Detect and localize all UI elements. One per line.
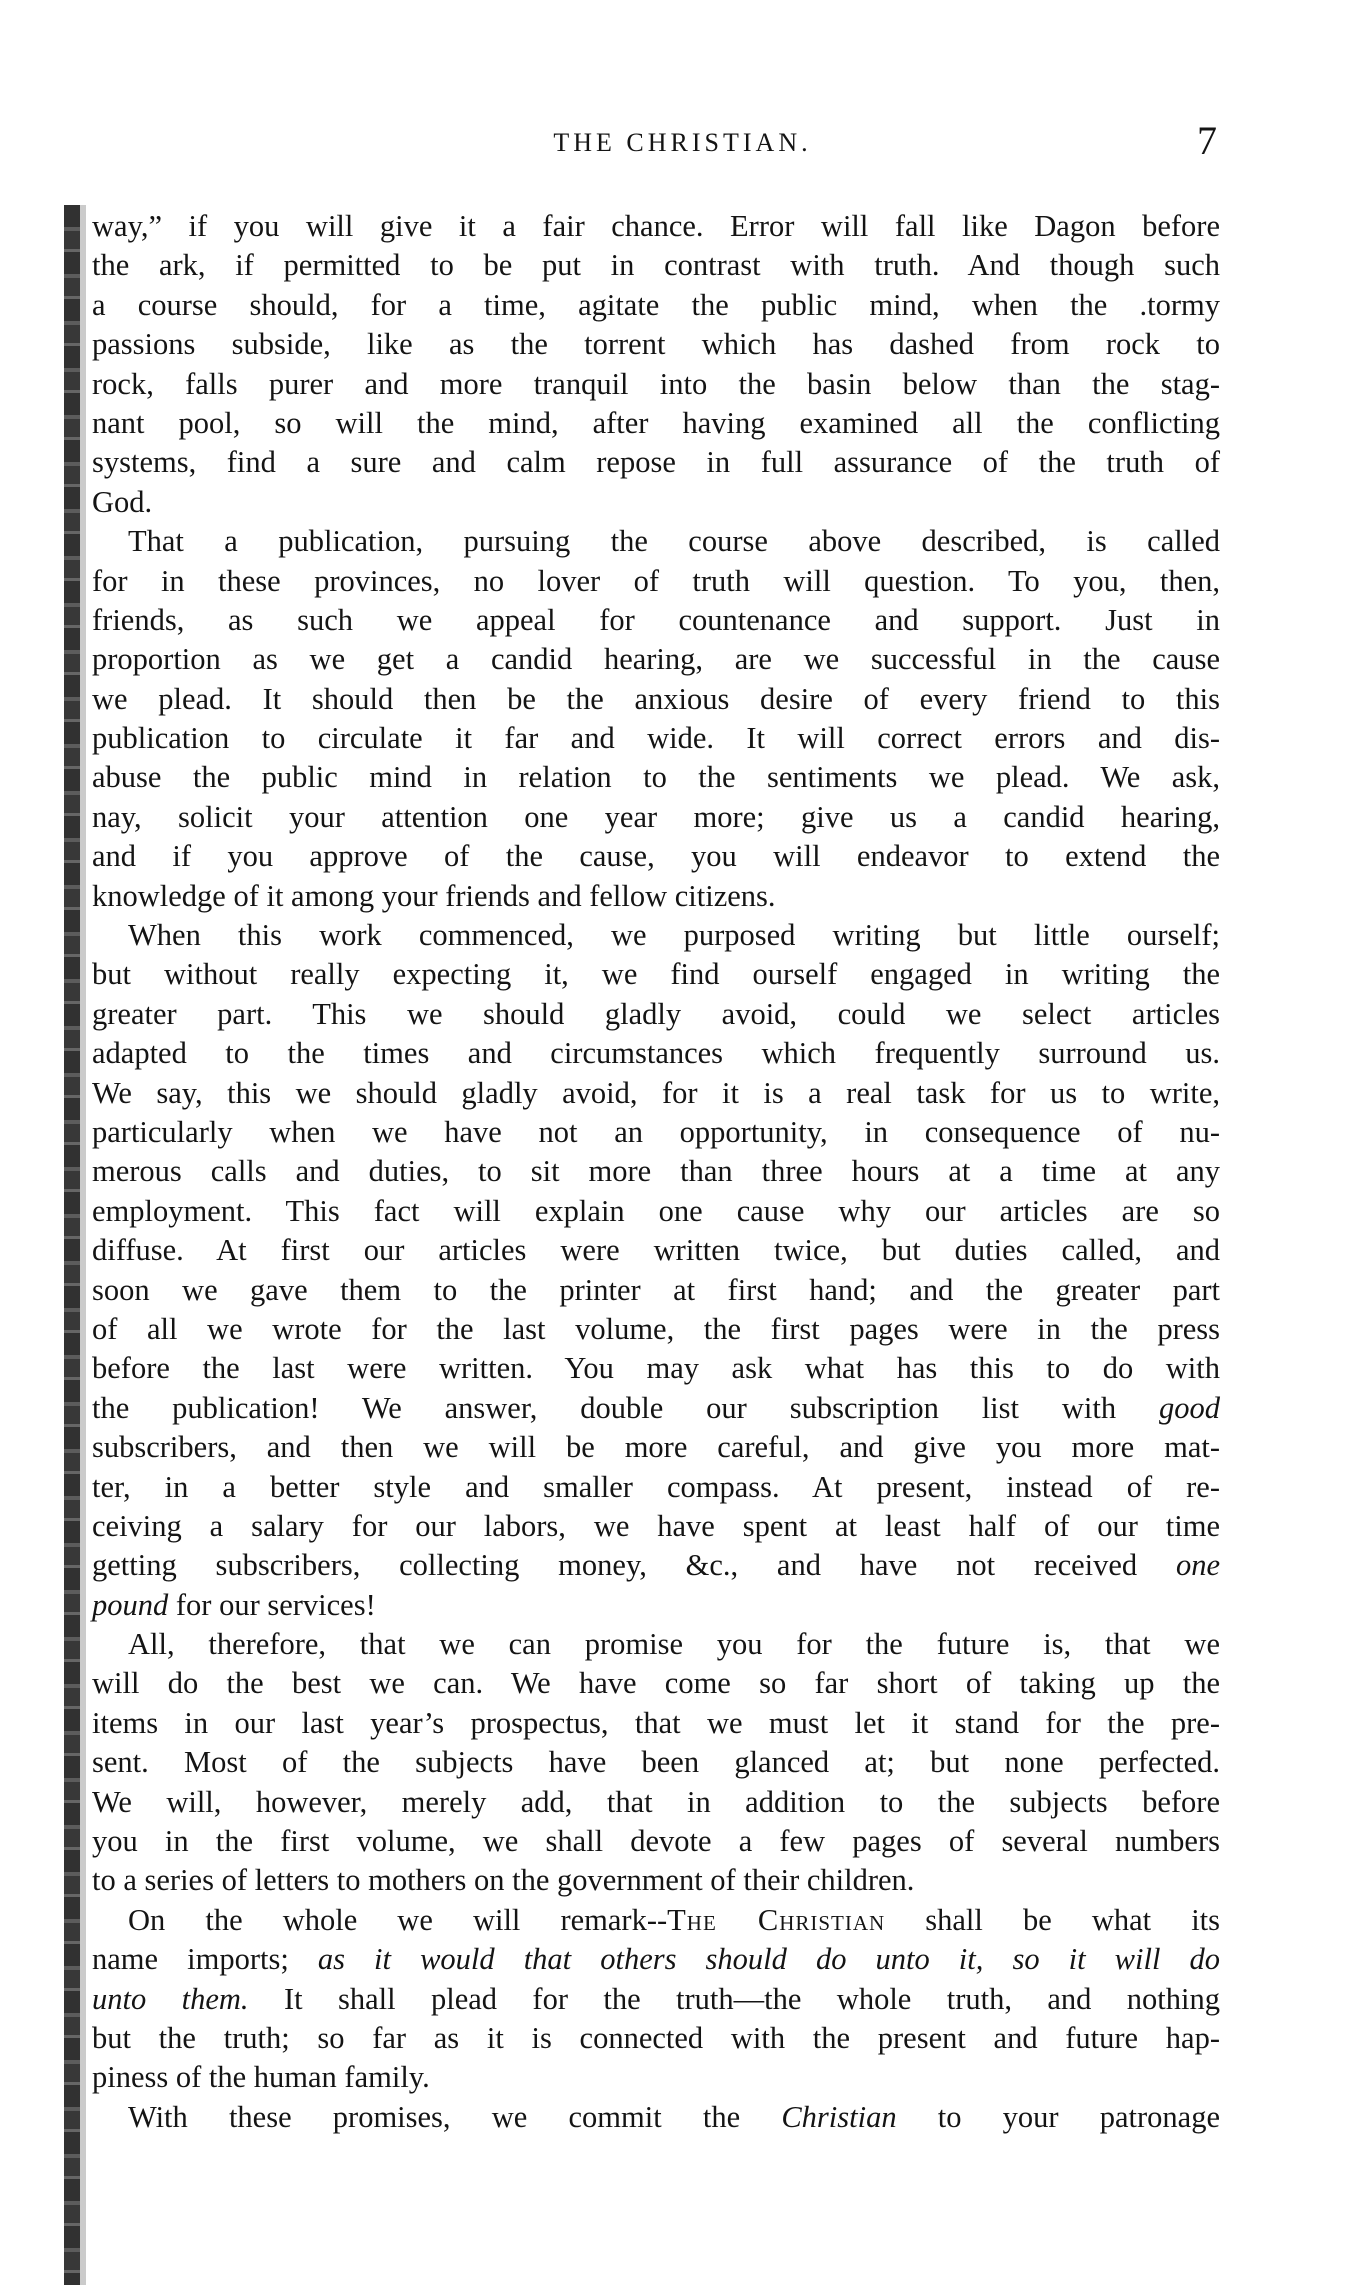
text-segment: knowledge of it among your friends and fellow citizens.	[92, 878, 776, 913]
text-line	[92, 995, 1220, 1034]
text-line	[92, 404, 1220, 443]
text-segment: of all we wrote for the last volume, the first pages were in the press	[92, 1311, 1220, 1346]
text-line	[92, 522, 1220, 561]
text-segment: to your patronage	[896, 2099, 1221, 2134]
text-segment: particularly when we have not an opportunity, in consequence of nu-	[92, 1114, 1220, 1149]
text-line	[92, 325, 1220, 364]
text-line	[92, 1349, 1220, 1388]
text-segment: ter, in a better style and smaller compass. At present, instead of re-	[92, 1469, 1220, 1504]
text-segment: publication to circulate it far and wide. It will correct errors and dis-	[92, 721, 1220, 756]
text-line	[92, 1034, 1220, 1073]
text-segment: the publication! We answer, double our subscription list with	[92, 1390, 1159, 1425]
text-segment: God.	[92, 484, 153, 519]
text-segment: as it would that others should do unto it, so it will do	[317, 1942, 1220, 1977]
text-line	[92, 1310, 1220, 1349]
text-segment: passions subside, like as the torrent which has dashed from rock to	[92, 327, 1220, 362]
text-line	[92, 1664, 1220, 1703]
text-line	[92, 2098, 1220, 2137]
text-line	[92, 1861, 1220, 1900]
text-line	[92, 365, 1220, 404]
text-segment: way,” if you will give it a fair chance. Error will fall like Dagon before	[92, 209, 1220, 243]
text-segment: We say, this we should gladly avoid, for it is a real task for us to write,	[92, 1075, 1220, 1110]
text-line	[92, 1704, 1220, 1743]
text-segment: to a series of letters to mothers on the government of their children.	[92, 1863, 915, 1898]
text-line	[92, 286, 1220, 325]
text-segment: and if you approve of the cause, you will endeavor to extend the	[92, 839, 1220, 874]
text-segment: It shall plead for the truth—the whole truth, and nothing	[248, 1981, 1221, 2016]
text-line	[92, 758, 1220, 797]
text-segment: systems, find a sure and calm repose in full assurance of the truth of	[92, 445, 1220, 480]
text-segment: friends, as such we appeal for countenance and support. Just in	[92, 602, 1220, 637]
text-line	[92, 955, 1220, 994]
text-line	[92, 1113, 1220, 1152]
text-segment: On the whole we will remark--	[128, 1902, 668, 1937]
text-line	[92, 1428, 1220, 1467]
text-segment: shall be what its	[885, 1902, 1221, 1937]
text-line	[92, 1192, 1220, 1231]
text-segment: unto them.	[92, 1981, 249, 2016]
text-segment: but without really expecting it, we find ourself engaged in writing the	[92, 957, 1220, 992]
text-line	[92, 1901, 1220, 1940]
text-segment: for in these provinces, no lover of truth will question. To you, then,	[92, 563, 1220, 598]
text-line	[92, 443, 1220, 482]
text-segment: greater part. This we should gladly avoid, could we select articles	[92, 996, 1220, 1031]
text-line	[92, 1586, 1220, 1625]
text-line	[92, 1980, 1220, 2019]
text-line	[92, 1743, 1220, 1782]
text-segment: merous calls and duties, to sit more than three hours at a time at any	[92, 1154, 1220, 1189]
text-line	[92, 1507, 1220, 1546]
text-segment: a course should, for a time, agitate the public mind, when the .tormy	[92, 287, 1220, 322]
text-segment: nay, solicit your attention one year more; give us a candid hearing,	[92, 799, 1220, 834]
text-line	[92, 1468, 1220, 1507]
text-segment: soon we gave them to the printer at first hand; and the greater part	[92, 1272, 1220, 1307]
text-segment: proportion as we get a candid hearing, are we successful in the cause	[92, 642, 1220, 677]
text-segment: pound	[92, 1587, 169, 1622]
text-line	[92, 916, 1220, 955]
text-line	[92, 1271, 1220, 1310]
text-segment: will do the best we can. We have come so far short of taking up the	[92, 1666, 1220, 1701]
text-line	[92, 601, 1220, 640]
text-line	[92, 798, 1220, 837]
text-segment: for our services!	[168, 1587, 376, 1622]
page-number: 7	[1197, 118, 1217, 163]
text-segment: employment. This fact will explain one cause why our articles are so	[92, 1193, 1220, 1228]
text-segment: The Christian	[667, 1902, 886, 1937]
text-line	[92, 877, 1220, 916]
text-segment: one	[1175, 1548, 1220, 1583]
running-title: THE CHRISTIAN.	[553, 128, 812, 157]
text-segment: When this work commenced, we purposed writing but little ourself;	[128, 918, 1220, 953]
text-line	[92, 1389, 1220, 1428]
text-segment: diffuse. At first our articles were written twice, but duties called, and	[92, 1233, 1220, 1268]
text-line	[92, 1546, 1220, 1585]
text-line	[92, 562, 1220, 601]
text-segment: adapted to the times and circumstances which frequently surround us.	[92, 1036, 1220, 1071]
text-segment: Christian	[781, 2099, 897, 2134]
text-segment: name imports;	[92, 1942, 318, 1977]
text-segment: items in our last year’s prospectus, that we must let it stand for the pre-	[92, 1705, 1220, 1740]
text-segment: subscribers, and then we will be more careful, and give you more mat-	[92, 1430, 1220, 1465]
text-segment: good	[1159, 1390, 1220, 1425]
page-header	[0, 112, 1365, 172]
text-line	[92, 640, 1220, 679]
text-segment: With these promises, we commit the	[128, 2099, 782, 2134]
text-segment: getting subscribers, collecting money, &c., and have not received	[92, 1548, 1176, 1583]
text-line	[92, 1152, 1220, 1191]
text-line	[92, 1822, 1220, 1861]
text-segment: rock, falls purer and more tranquil into the basin below than the stag-	[92, 366, 1220, 401]
text-line	[92, 837, 1220, 876]
text-line	[92, 2058, 1220, 2097]
text-segment: We will, however, merely add, that in addition to the subjects before	[92, 1784, 1220, 1819]
text-segment: sent. Most of the subjects have been glanced at; but none perfected.	[92, 1745, 1220, 1780]
text-line	[92, 1940, 1220, 1979]
text-line	[92, 483, 1220, 522]
text-segment: All, therefore, that we can promise you for the future is, that we	[128, 1627, 1220, 1662]
text-segment: the ark, if permitted to be put in contrast with truth. And though such	[92, 248, 1220, 283]
binding-edge	[64, 205, 80, 2285]
text-line	[92, 207, 1220, 246]
text-segment: nant pool, so will the mind, after having examined all the conflicting	[92, 405, 1220, 440]
binding-shadow	[80, 205, 86, 2285]
text-segment: That a publication, pursuing the course above described, is called	[128, 524, 1220, 559]
text-segment: piness of the human family.	[92, 2060, 430, 2095]
text-line	[92, 2019, 1220, 2058]
text-line	[92, 1625, 1220, 1664]
text-line	[92, 719, 1220, 758]
text-line	[92, 1231, 1220, 1270]
body-text	[92, 207, 1220, 2137]
text-line	[92, 1074, 1220, 1113]
text-line	[92, 246, 1220, 285]
text-segment: we plead. It should then be the anxious desire of every friend to this	[92, 681, 1220, 716]
text-segment: abuse the public mind in relation to the sentiments we plead. We ask,	[92, 760, 1220, 795]
text-segment: but the truth; so far as it is connected with the present and future hap-	[92, 2020, 1220, 2055]
text-line	[92, 680, 1220, 719]
text-segment: you in the first volume, we shall devote a few pages of several numbers	[92, 1824, 1220, 1859]
text-line	[92, 1783, 1220, 1822]
text-segment: ceiving a salary for our labors, we have spent at least half of our time	[92, 1508, 1220, 1543]
text-segment: before the last were written. You may ask what has this to do with	[92, 1351, 1220, 1386]
